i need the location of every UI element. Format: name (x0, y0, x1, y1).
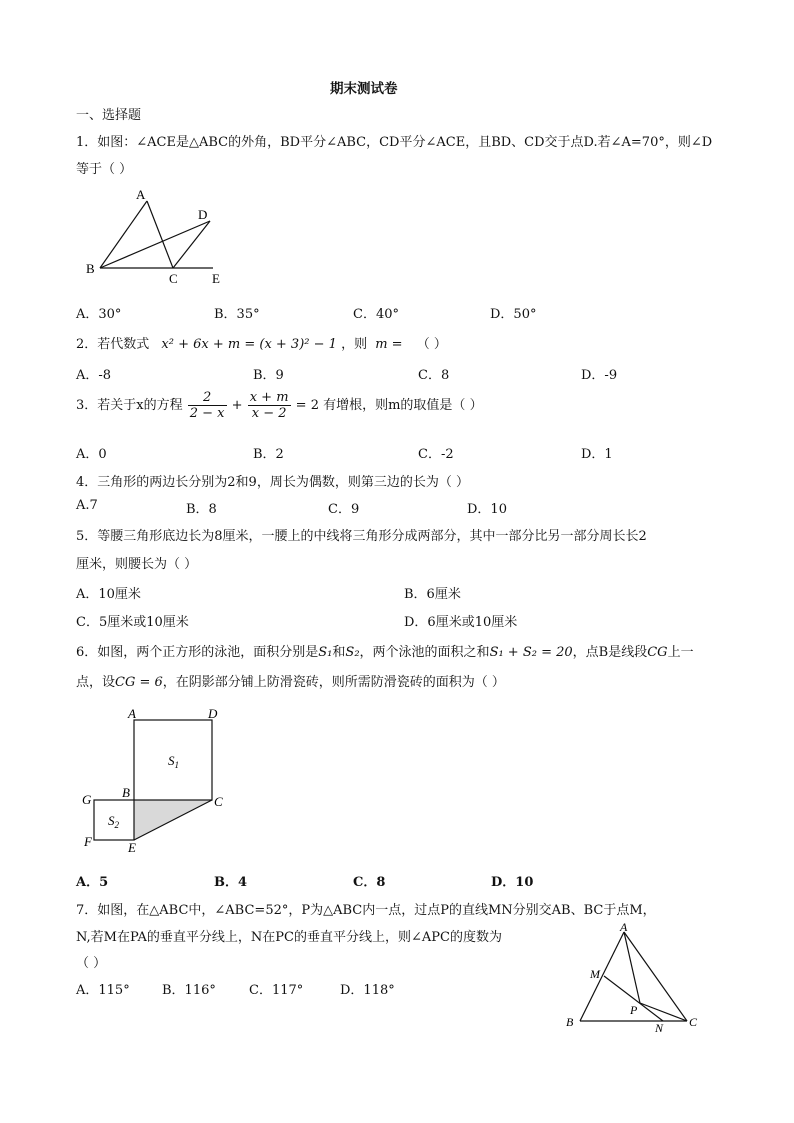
q5-option-b: B．6厘米 (404, 587, 461, 602)
page-title: 期末测试卷 (330, 81, 398, 97)
q3-frac1-num: 2 (188, 390, 227, 406)
q7-option-a: A．115° (76, 983, 130, 998)
q6-option-c: C．8 (353, 875, 386, 890)
q3-frac2-num: x + m (249, 390, 289, 405)
q1-label-d: D (198, 207, 208, 222)
q5-option-d: D．6厘米或10厘米 (404, 615, 518, 630)
q6-stem-line2 (76, 671, 505, 690)
q7-label-b: B (566, 1015, 574, 1029)
q6-cg: CG (647, 645, 668, 660)
q2-middle: ，则 (341, 337, 368, 352)
q5-option-a: A．10厘米 (76, 587, 141, 602)
q7-label-p: P (630, 1003, 638, 1017)
q2-option-c: C．8 (418, 368, 450, 383)
q3-frac1-den: 2 − x (189, 406, 225, 421)
q6-label-e: E (128, 840, 136, 855)
q1-label-a: A (136, 187, 146, 202)
q4-option-c: C．9 (328, 502, 360, 517)
q1-option-b: B．35° (214, 307, 260, 322)
q7-label-m: M (590, 967, 600, 981)
q2-prefix: 2．若代数式 (76, 337, 150, 352)
q6-option-b: B．4 (214, 875, 248, 890)
q2-expression: x² + 6x + m = (x + 3)² − 1 (161, 337, 337, 352)
q6-and: 和 (332, 645, 346, 660)
q4-option-a: A.7 (76, 498, 98, 513)
q1-option-d: D．50° (490, 307, 537, 322)
q6-line1-a: 6．如图，两个正方形的泳池，面积分别是 (76, 645, 319, 660)
q3-plus: + (231, 398, 243, 413)
q3-option-b: B．2 (253, 447, 284, 462)
q6-label-d: D (208, 706, 218, 721)
q6-label-c: C (214, 794, 223, 809)
q2-m-eq: m = (375, 337, 403, 352)
q7-option-d: D．118° (340, 983, 395, 998)
q1-label-c: C (169, 271, 178, 286)
q5-stem-line2: 厘米，则腰长为（ ） (76, 557, 198, 572)
q7-label-n: N (655, 1021, 664, 1035)
q6-line1-d: 上一 (667, 645, 694, 660)
q7-stem-line2: N,若M在PA的垂直平分线上，N在PC的垂直平分线上，则∠APC的度数为 (76, 930, 502, 945)
q2-stem (76, 333, 447, 352)
q4-stem: 4．三角形的两边长分别为2和9，周长为偶数，则第三边的长为（ ） (76, 475, 469, 490)
q7-option-c: C．117° (249, 983, 304, 998)
q3-option-c: C．-2 (418, 447, 454, 462)
q1-option-c: C．40° (353, 307, 399, 322)
q7-line-ab (580, 932, 624, 1021)
q6-stem-line1 (76, 641, 694, 660)
q3-frac2-den: x − 2 (251, 406, 287, 421)
q6-line2-a: 点，设 (76, 675, 116, 690)
q7-label-a: A (620, 920, 628, 934)
q5-stem-line1: 5．等腰三角形底边长为8厘米，一腰上的中线将三角形分成两部分，其中一部分比另一部分周长长2 (76, 529, 647, 544)
q3-stem (76, 390, 483, 421)
q2-option-a: A．-8 (76, 368, 112, 383)
q3-suffix: 有增根，则m的取值是（ ） (323, 398, 483, 413)
q7-stem-line1: 7．如图，在△ABC中，∠ABC=52°，P为△ABC内一点，过点P的直线MN分别交AB、BC于点M， (76, 903, 656, 918)
q1-stem-line2: 等于（ ） (76, 162, 133, 177)
q6-option-d: D．10 (491, 875, 534, 890)
q7-stem-line3: （ ） (76, 956, 107, 971)
q1-line-ac (147, 201, 173, 268)
q3-option-d: D．1 (581, 447, 613, 462)
q6-line2-b: ，在阴影部分铺上防滑瓷砖，则所需防滑瓷砖的面积为（ ） (162, 675, 505, 690)
q6-sum: S₁ + S₂ = 20 (489, 645, 573, 660)
q7-label-c: C (689, 1015, 698, 1029)
q6-label-g: G (82, 792, 92, 807)
q1-figure (80, 183, 230, 288)
q3-fraction-2 (248, 390, 291, 421)
q1-label-e: E (212, 271, 220, 286)
q1-option-a: A．30° (76, 307, 122, 322)
q7-option-b: B．116° (162, 983, 216, 998)
q2-suffix: （ ） (416, 337, 447, 352)
q3-option-a: A．0 (76, 447, 107, 462)
q6-label-a: A (128, 706, 136, 721)
q3-fraction-1 (188, 390, 227, 421)
q3-eq: = 2 (295, 398, 319, 413)
q6-label-s1: $S_1$ (168, 753, 179, 770)
q3-prefix: 3．若关于x的方程 (76, 398, 183, 413)
q1-stem-line1: 1．如图：∠ACE是△ABC的外角，BD平分∠ABC，CD平分∠ACE，且BD、CD交于点D.若∠A=70°，则∠D (76, 135, 713, 150)
q4-option-d: D．10 (467, 502, 507, 517)
q2-option-d: D．-9 (581, 368, 618, 383)
q5-option-c: C．5厘米或10厘米 (76, 615, 189, 630)
q1-label-b: B (86, 261, 95, 276)
q6-s1: S₁ (318, 645, 333, 660)
q6-cg6: CG = 6 (115, 675, 163, 690)
q7-figure (560, 918, 710, 1038)
q2-option-b: B．9 (253, 368, 284, 383)
section-heading: 一、选择题 (76, 108, 142, 123)
q6-line1-c: ，点B是线段 (572, 645, 648, 660)
q6-label-f: F (84, 834, 92, 849)
q6-line1-b: ，两个泳池的面积之和 (359, 645, 490, 660)
q6-option-a: A．5 (76, 875, 109, 890)
q6-label-s2: $S_2$ (108, 813, 119, 830)
q4-option-b: B．8 (186, 502, 217, 517)
q1-line-cd (173, 221, 210, 268)
q6-label-b: B (122, 785, 130, 800)
q6-figure (78, 700, 238, 860)
q6-s2: S₂ (345, 645, 360, 660)
